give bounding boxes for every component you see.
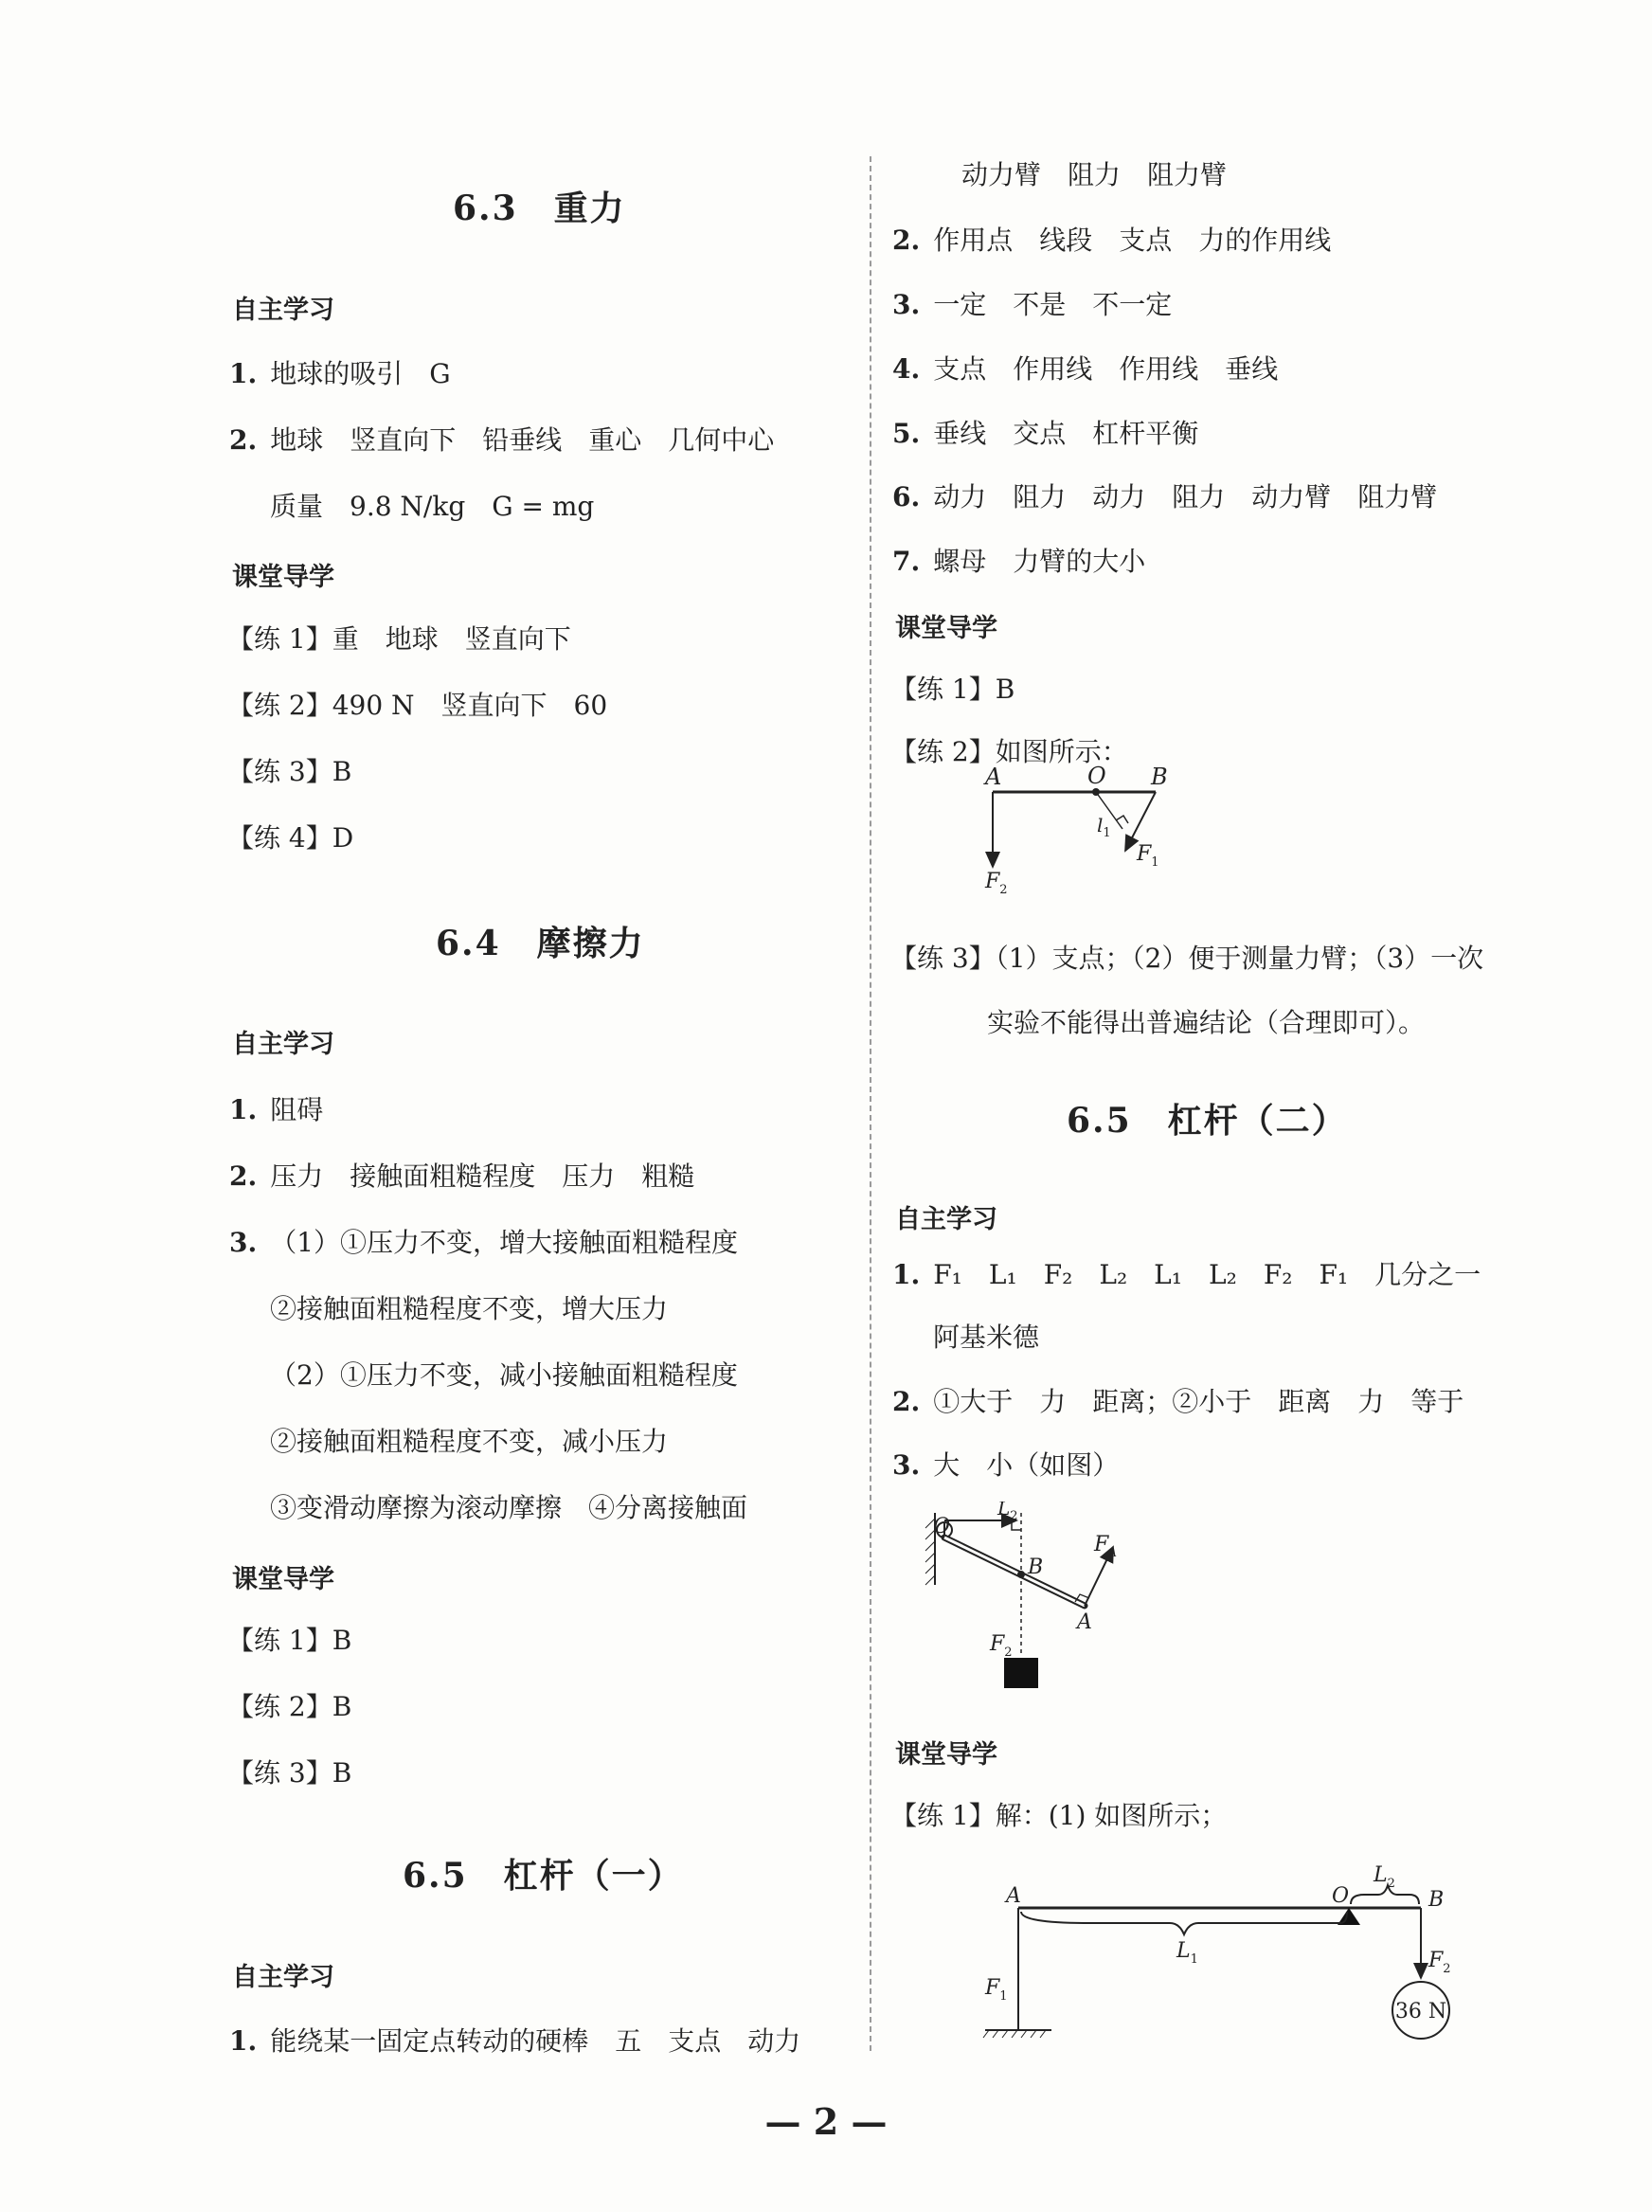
answer-line: 质量 9.8 N/kg G = mg [270, 491, 595, 522]
heading-self-study: 自主学习 [895, 1205, 997, 1234]
answer-line: 1. F₁ L₁ F₂ L₂ L₁ L₂ F₂ F₁ 几分之一 [892, 1259, 1481, 1290]
heading-class-guide: 课堂导学 [895, 1740, 997, 1770]
brace-l1 [1021, 1912, 1347, 1934]
answer-line: 2. 压力 接触面粗糙程度 压力 粗糙 [229, 1160, 695, 1192]
heading-class-guide: 课堂导学 [895, 614, 997, 643]
answer-line: 2. 地球 竖直向下 铅垂线 重心 几何中心 [229, 424, 775, 456]
answer-line: 3. 一定 不是 不一定 [892, 289, 1173, 320]
practice-answer: 【练 4】D [227, 822, 354, 854]
answer-line: 阿基米德 [933, 1322, 1040, 1353]
section-title-6-3: 6.3 重力 [453, 189, 626, 228]
answer-line: 1. 地球的吸引 G [229, 358, 451, 389]
answer-line: 7. 螺母 力臂的大小 [892, 546, 1146, 577]
heading-class-guide: 课堂导学 [232, 1565, 334, 1594]
practice-answer: 实验不能得出普遍结论（合理即可）。 [987, 1007, 1426, 1038]
label-f2: $F_2$ [985, 870, 1008, 897]
answer-line: 4. 支点 作用线 作用线 垂线 [892, 353, 1279, 385]
answer-line: （2）①压力不变，减小接触面粗糙程度 [270, 1359, 738, 1391]
answer-line: ②接触面粗糙程度不变，减小压力 [270, 1426, 669, 1457]
column-divider [870, 156, 871, 2051]
heading-self-study: 自主学习 [232, 296, 334, 325]
practice-answer: 【练 3】（1）支点；（2）便于测量力臂；（3）一次 [890, 943, 1484, 974]
lever-bar-inner [944, 1538, 1085, 1606]
answer-line: 5. 垂线 交点 杠杆平衡 [892, 418, 1199, 449]
answer-line: 1. 能绕某一固定点转动的硬棒 五 支点 动力 [229, 2025, 801, 2057]
answer-line: ③变滑动摩擦为滚动摩擦 ④分离接触面 [270, 1492, 748, 1523]
brace-l2 [1351, 1885, 1419, 1904]
answer-line: 2. ①大于 力 距离；②小于 距离 力 等于 [892, 1386, 1464, 1417]
heading-class-guide: 课堂导学 [232, 563, 334, 592]
label-b: B [1028, 1556, 1044, 1579]
practice-answer: 【练 2】490 N 竖直向下 60 [227, 690, 608, 721]
lever-diagram-1 [966, 758, 1231, 909]
practice-answer: 【练 2】如图所示： [890, 736, 1128, 767]
practice-answer: 【练 3】B [227, 756, 352, 787]
answer-line: 3. （1）①压力不变，增大接触面粗糙程度 [229, 1227, 739, 1258]
answer-line: 2. 作用点 线段 支点 力的作用线 [892, 225, 1332, 256]
label-f2: $F_2$ [990, 1632, 1013, 1660]
answer-line: 1. 阻碍 [229, 1094, 324, 1125]
label-f1: $F_1$ [1137, 842, 1159, 870]
label-f1: $F_1$ [985, 1976, 1008, 2004]
label-f2: $F_2$ [1428, 1949, 1451, 1976]
label-a: A [1077, 1610, 1092, 1634]
answer-line: 6. 动力 阻力 动力 阻力 动力臂 阻力臂 [892, 481, 1438, 513]
lever-diagram-2 [924, 1502, 1151, 1705]
label-o: O [1332, 1884, 1350, 1908]
label-o: O [933, 1515, 951, 1538]
practice-answer: 【练 3】B [227, 1757, 352, 1789]
practice-answer: 【练 1】重 地球 竖直向下 [227, 623, 571, 655]
practice-answer: 【练 1】B [227, 1625, 352, 1656]
section-title-6-5-part2: 6.5 杠杆（二） [1067, 1101, 1348, 1141]
answer-line: 3. 大 小（如图） [892, 1449, 1120, 1481]
point-b [1017, 1571, 1025, 1578]
label-b: B [1428, 1888, 1445, 1912]
label-l1: $l_1$ [1097, 814, 1111, 840]
page-number: — 2 — [764, 2100, 888, 2143]
answer-line: ②接触面粗糙程度不变，增大压力 [270, 1293, 669, 1324]
ground-hatch [983, 2030, 1046, 2038]
answer-line: 动力臂 阻力 阻力臂 [961, 159, 1228, 190]
label-a: A [1006, 1884, 1021, 1908]
label-fa: $F_A$ [1094, 1533, 1117, 1559]
section-title-6-4: 6.4 摩擦力 [436, 924, 645, 963]
label-a: A [985, 764, 1002, 790]
label-l1: $L_1$ [1176, 1939, 1198, 1967]
practice-answer: 【练 1】解：(1) 如图所示； [890, 1800, 1228, 1831]
heading-self-study: 自主学习 [232, 1963, 334, 1992]
heading-self-study: 自主学习 [232, 1030, 334, 1059]
weight-block [1004, 1658, 1038, 1688]
label-o: O [1087, 763, 1106, 789]
practice-answer: 【练 1】B [890, 674, 1015, 705]
practice-answer: 【练 2】B [227, 1691, 352, 1722]
label-l2: $L_2$ [997, 1502, 1018, 1523]
label-b: B [1151, 764, 1168, 790]
label-l2: $L_2$ [1374, 1863, 1395, 1891]
section-title-6-5-part1: 6.5 杠杆（一） [403, 1856, 684, 1896]
weight-label: 36 N [1394, 2000, 1447, 2023]
lever-diagram-3 [976, 1857, 1468, 2046]
